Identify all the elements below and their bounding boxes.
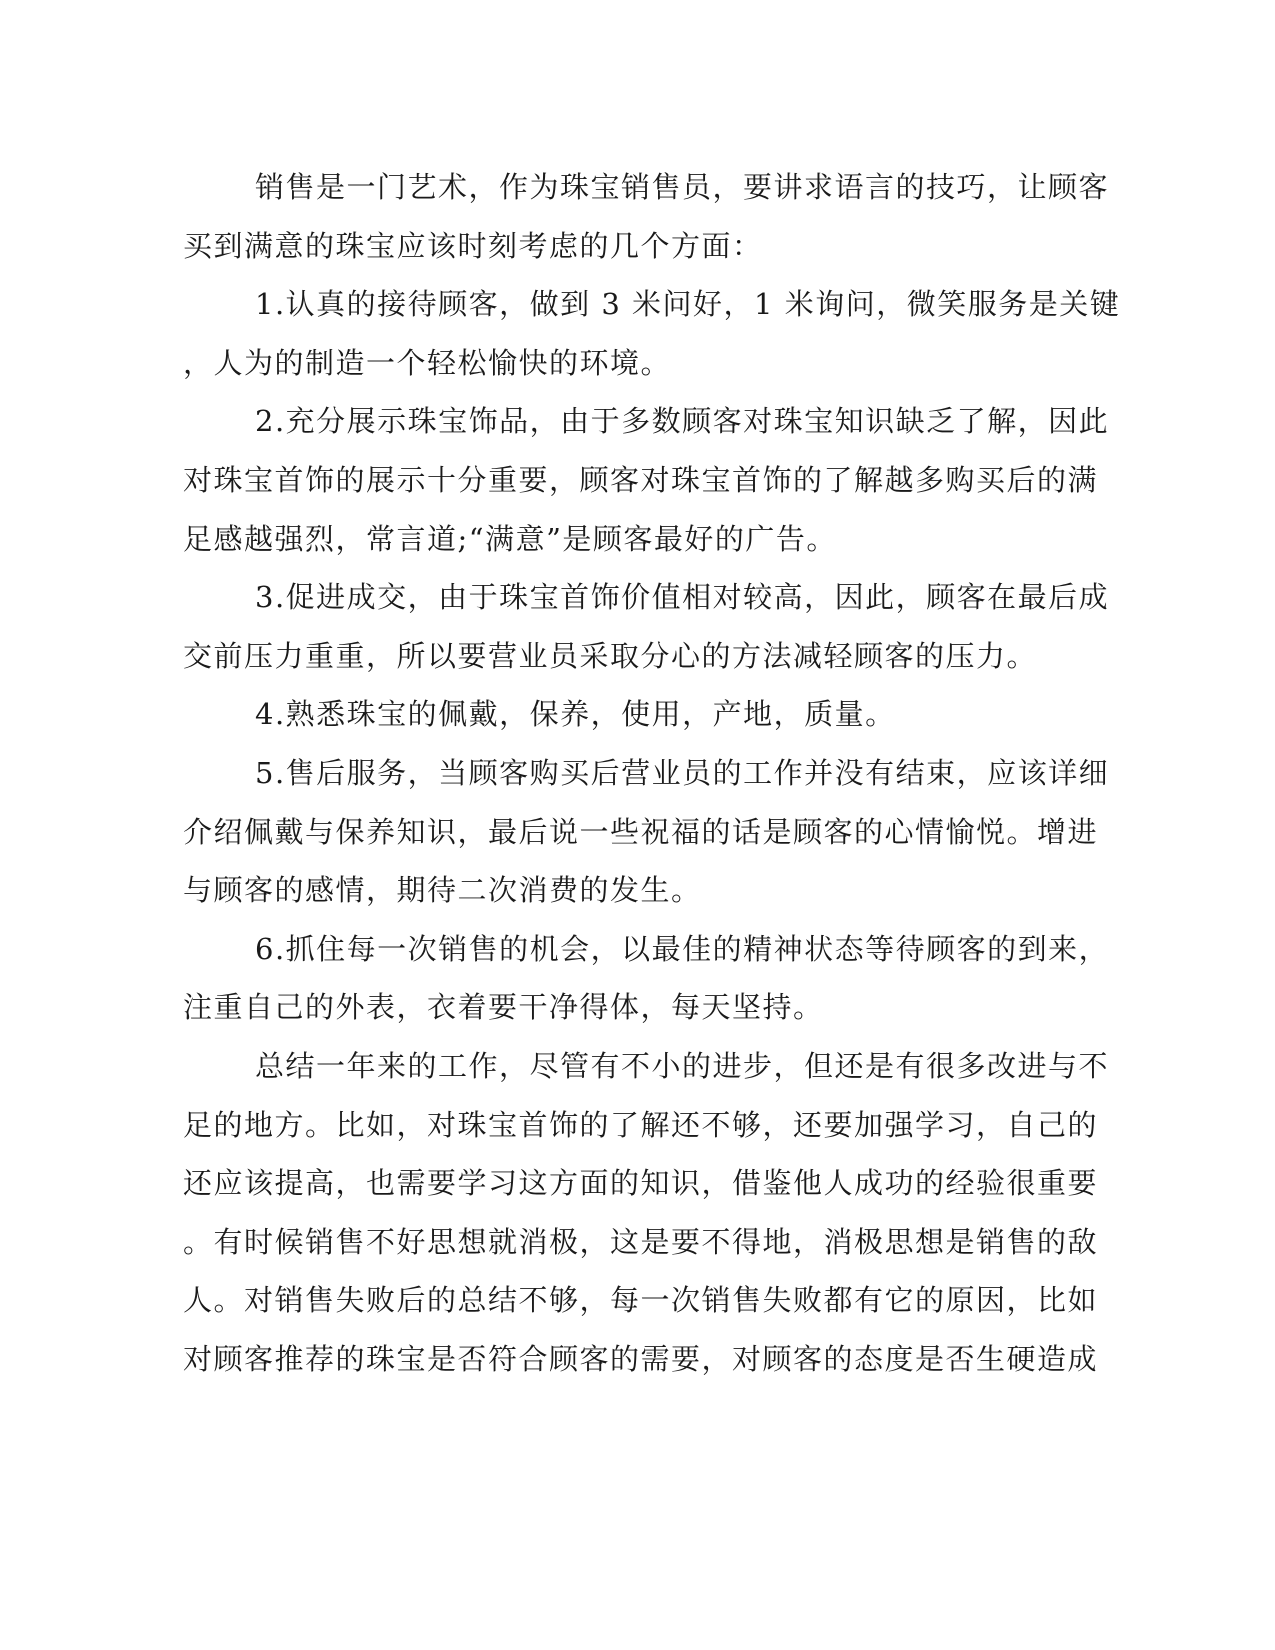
text-line: 对珠宝首饰的展示十分重要，顾客对珠宝首饰的了解越多购买后的满 [183,462,1099,497]
text-line: 销售是一门艺术，作为珠宝销售员，要讲求语言的技巧，让顾客 [255,170,1110,204]
text-line: 买到满意的珠宝应该时刻考虑的几个方面： [183,228,763,263]
text-line: 还应该提高，也需要学习这方面的知识，借鉴他人成功的经验很重要 [183,1166,1099,1201]
text-line: 。有时候销售不好思想就消极，这是要不得地，消极思想是销售的敌 [183,1224,1099,1259]
text-line: 2.充分展示珠宝饰品，由于多数顾客对珠宝知识缺乏了解，因此 [255,404,1110,439]
text-line: 1.认真的接待顾客，做到 3 米问好，1 米询问，微笑服务是关键 [255,287,1121,322]
document-body [183,158,1121,1388]
text-line: 介绍佩戴与保养知识，最后说一些祝福的话是顾客的心情愉悦。增进 [183,814,1099,849]
text-line: 足感越强烈，常言道;“满意”是顾客最好的广告。 [183,521,837,556]
text-line: 注重自己的外表，衣着要干净得体，每天坚持。 [183,990,824,1025]
text-line: 足的地方。比如，对珠宝首饰的了解还不够，还要加强学习，自己的 [183,1107,1099,1142]
text-line: 6.抓住每一次销售的机会，以最佳的精神状态等待顾客的到来， [255,931,1110,966]
text-line: 4.熟悉珠宝的佩戴，保养，使用，产地，质量。 [255,697,896,732]
text-line: 与顾客的感情，期待二次消费的发生。 [183,873,702,908]
text-line: 总结一年来的工作，尽管有不小的进步，但还是有很多改进与不 [255,1048,1110,1083]
text-line: 3.促进成交，由于珠宝首饰价值相对较高，因此，顾客在最后成 [255,580,1110,615]
text-line: 人。对销售失败后的总结不够，每一次销售失败都有它的原因，比如 [183,1283,1099,1318]
text-line: 5.售后服务，当顾客购买后营业员的工作并没有结束，应该详细 [255,755,1110,790]
text-line: 交前压力重重，所以要营业员采取分心的方法减轻顾客的压力。 [183,638,1038,673]
text-line: 对顾客推荐的珠宝是否符合顾客的需要，对顾客的态度是否生硬造成 [183,1341,1099,1376]
text-line: ，人为的制造一个轻松愉快的环境。 [183,345,672,380]
